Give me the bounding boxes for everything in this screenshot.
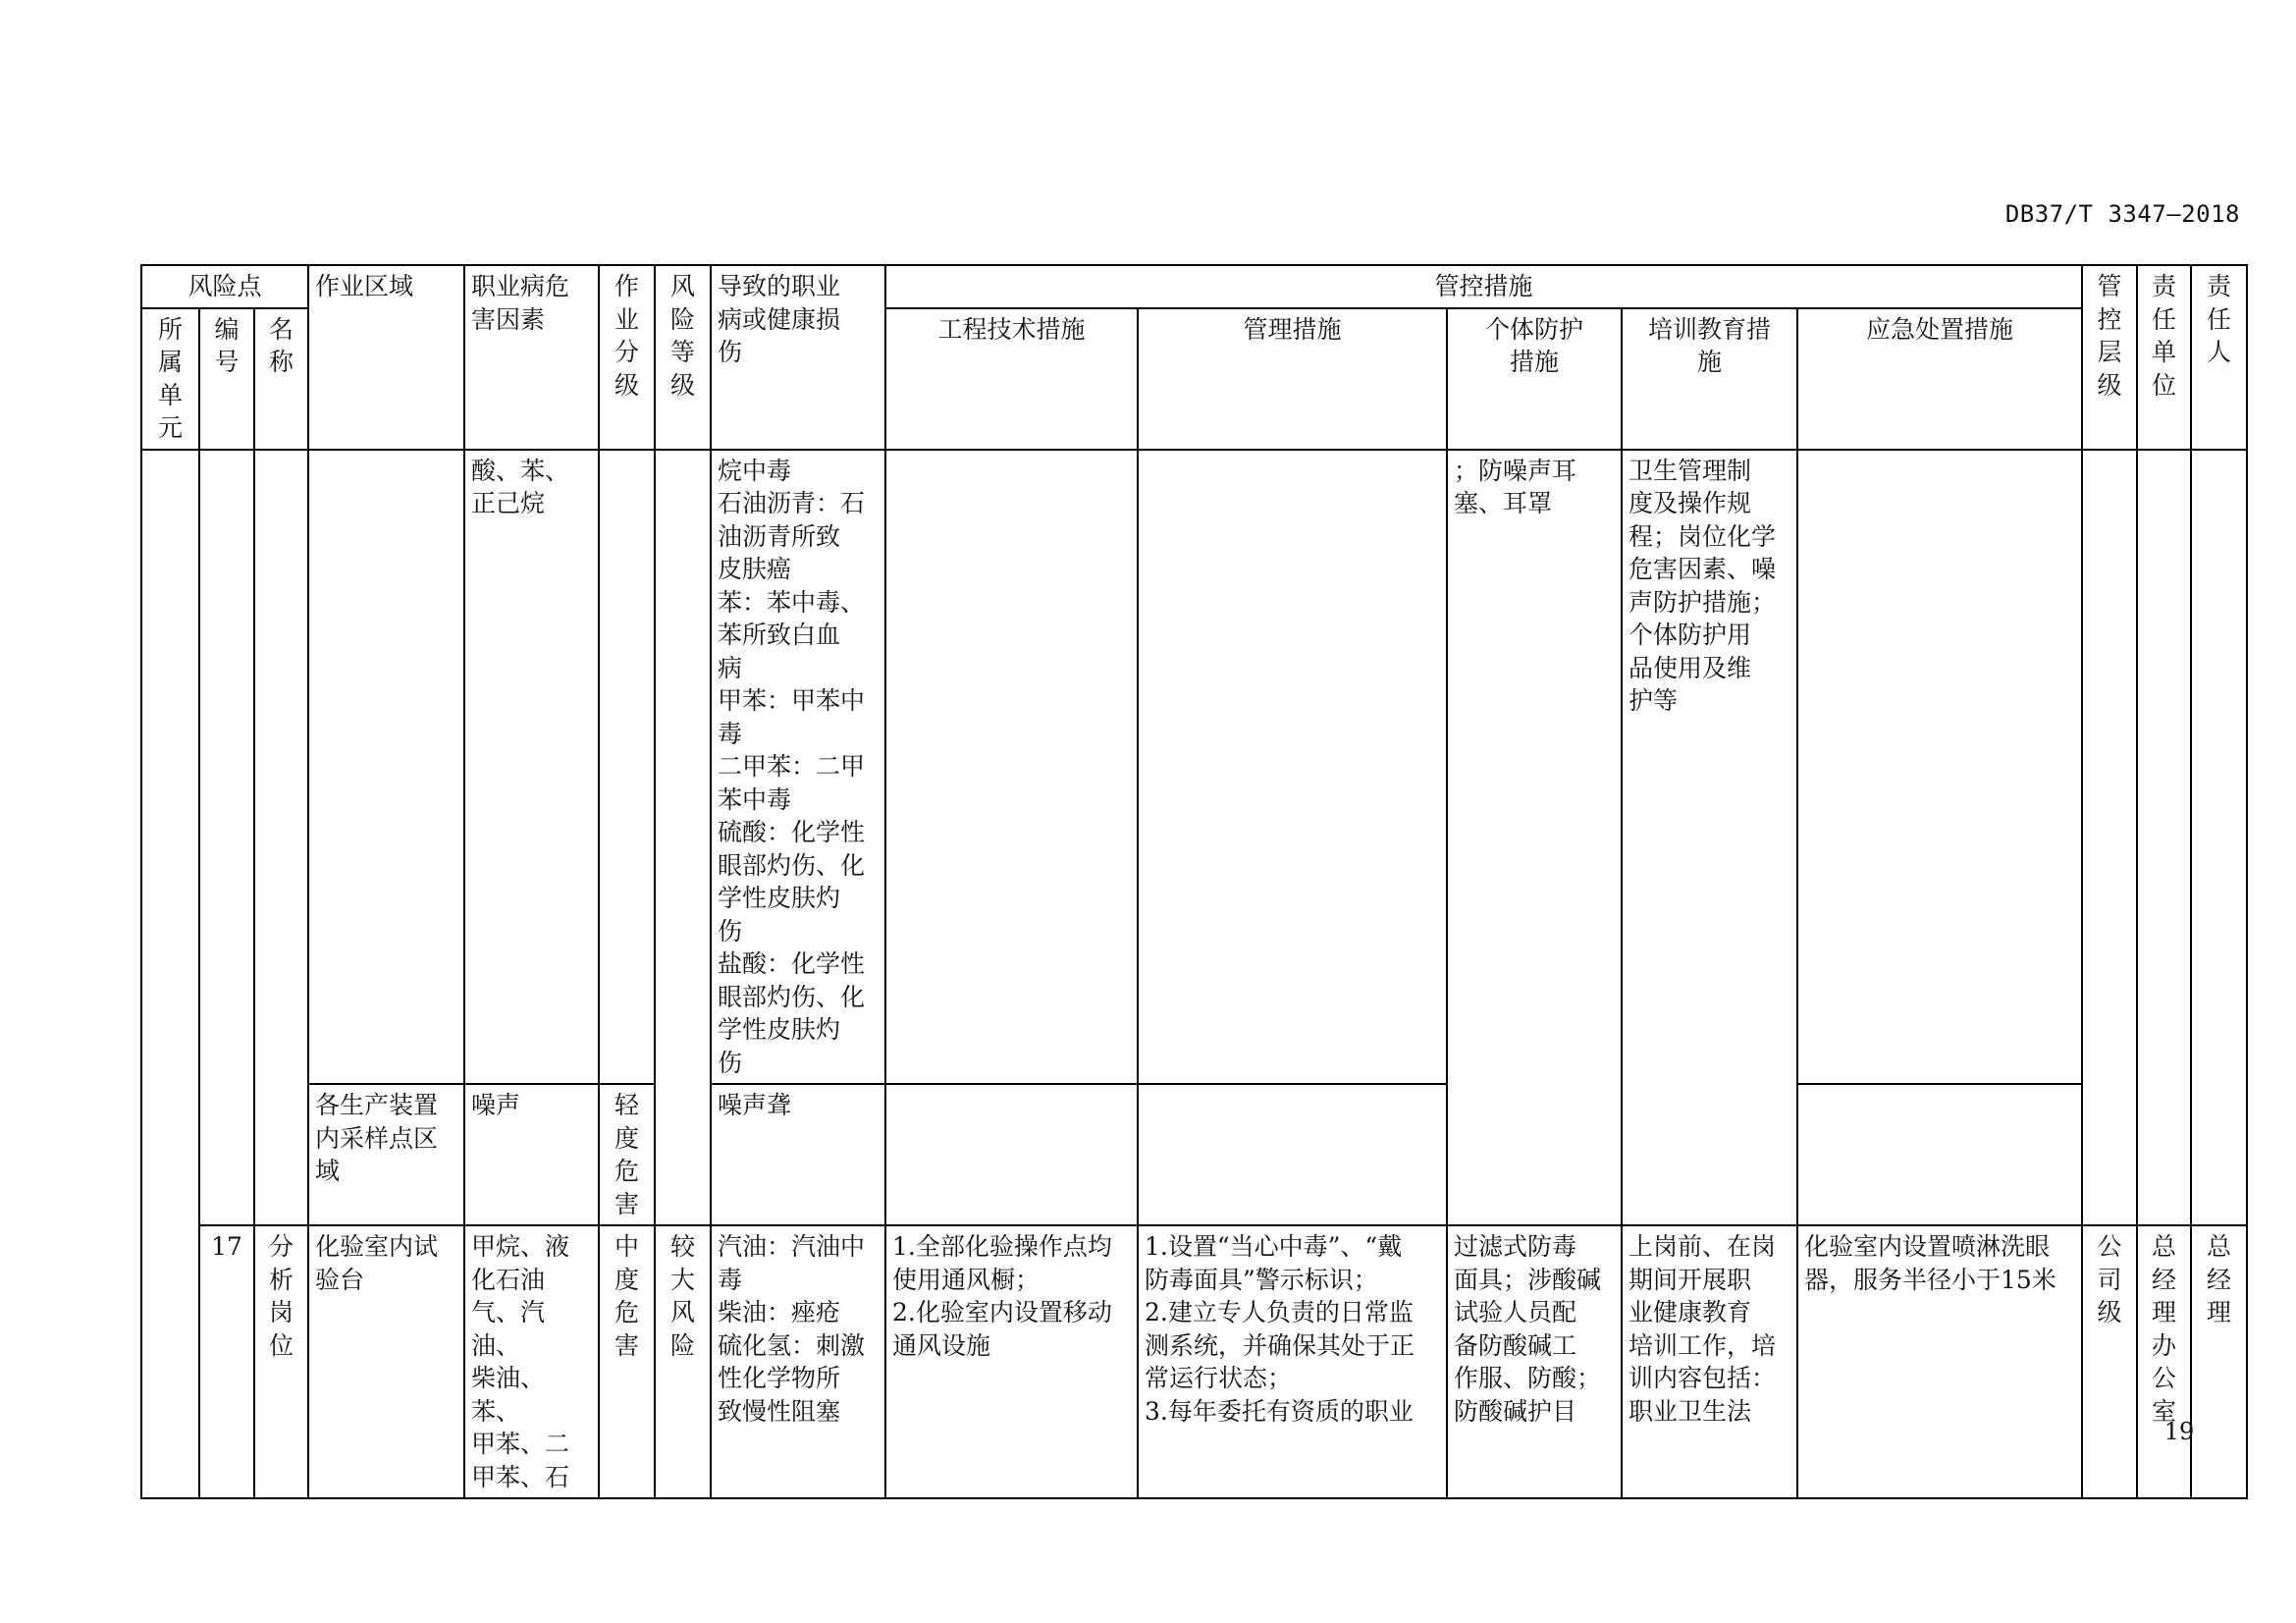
cell-management bbox=[1138, 1084, 1447, 1225]
cell-work-grade bbox=[599, 450, 655, 1085]
cell-management bbox=[1138, 450, 1447, 1085]
cell-work-grade: 轻 度 危 害 bbox=[599, 1084, 655, 1225]
cell-training: 上岗前、在岗 期间开展职 业健康教育 培训工作，培 训内容包括： 职业卫生法 bbox=[1622, 1225, 1797, 1498]
cell-work-area: 各生产装置 内采样点区 域 bbox=[308, 1084, 464, 1225]
cell-hazard-factors: 噪声 bbox=[464, 1084, 599, 1225]
cell-number: 17 bbox=[199, 1225, 254, 1498]
header-engineering: 工程技术措施 bbox=[885, 308, 1138, 450]
cell-unit bbox=[141, 450, 199, 1499]
cell-control-tier: 公 司 级 bbox=[2082, 1225, 2137, 1498]
header-work-area: 作业区域 bbox=[308, 265, 464, 450]
table-row bbox=[141, 1225, 2247, 1498]
cell-emergency bbox=[1797, 450, 2082, 1085]
header-resp-unit: 责 任 单 位 bbox=[2137, 265, 2191, 450]
header-unit: 所 属 单 元 bbox=[141, 308, 199, 450]
cell-hazard-factors: 甲烷、液 化石油 气、汽油、 柴油、苯、 甲苯、二 甲苯、石 bbox=[464, 1225, 599, 1498]
cell-name bbox=[254, 450, 308, 1226]
cell-disease: 汽油：汽油中 毒 柴油：痤疮 硫化氢：刺激 性化学物所 致慢性阻塞 bbox=[711, 1225, 885, 1498]
table-row bbox=[141, 450, 2247, 1085]
header-control-tier: 管 控 层 级 bbox=[2082, 265, 2137, 450]
header-name: 名 称 bbox=[254, 308, 308, 450]
risk-control-table bbox=[140, 264, 2248, 1499]
cell-resp-person bbox=[2191, 450, 2247, 1226]
cell-resp-person: 总 经 理 bbox=[2191, 1225, 2247, 1498]
document-code: DB37/T 3347—2018 bbox=[2004, 200, 2240, 228]
cell-number bbox=[199, 450, 254, 1226]
header-hazard-factors: 职业病危 害因素 bbox=[464, 265, 599, 450]
cell-work-area bbox=[308, 450, 464, 1085]
cell-risk-level bbox=[655, 450, 711, 1226]
header-control-measures: 管控措施 bbox=[885, 265, 2082, 308]
cell-ppe: ；防噪声耳 塞、耳罩 bbox=[1447, 450, 1622, 1226]
cell-work-area: 化验室内试 验台 bbox=[308, 1225, 464, 1498]
cell-engineering bbox=[885, 1084, 1138, 1225]
cell-ppe: 过滤式防毒 面具；涉酸碱 试验人员配 备防酸碱工 作服、防酸； 防酸碱护目 bbox=[1447, 1225, 1622, 1498]
header-resp-person: 责 任 人 bbox=[2191, 265, 2247, 450]
header-management: 管理措施 bbox=[1138, 308, 1447, 450]
header-risk-level: 风 险 等 级 bbox=[655, 265, 711, 450]
header-number: 编 号 bbox=[199, 308, 254, 450]
cell-resp-unit bbox=[2137, 450, 2191, 1226]
cell-risk-level: 较 大 风 险 bbox=[655, 1225, 711, 1498]
cell-hazard-factors: 酸、苯、 正己烷 bbox=[464, 450, 599, 1085]
cell-name: 分 析 岗 位 bbox=[254, 1225, 308, 1498]
header-emergency: 应急处置措施 bbox=[1797, 308, 2082, 450]
header-risk-point: 风险点 bbox=[141, 265, 308, 308]
cell-emergency bbox=[1797, 1084, 2082, 1225]
cell-disease: 噪声聋 bbox=[711, 1084, 885, 1225]
cell-control-tier bbox=[2082, 450, 2137, 1226]
cell-engineering bbox=[885, 450, 1138, 1085]
header-training: 培训教育措 施 bbox=[1622, 308, 1797, 450]
header-work-grade: 作 业 分 级 bbox=[599, 265, 655, 450]
header-ppe: 个体防护 措施 bbox=[1447, 308, 1622, 450]
header-disease: 导致的职业 病或健康损 伤 bbox=[711, 265, 885, 450]
cell-training: 卫生管理制 度及操作规 程；岗位化学 危害因素、噪 声防护措施； 个体防护用 品使用及维 护等 bbox=[1622, 450, 1797, 1226]
cell-work-grade: 中 度 危 害 bbox=[599, 1225, 655, 1498]
header-row-1 bbox=[141, 265, 2247, 308]
cell-emergency: 化验室内设置喷淋洗眼 器，服务半径小于15米 bbox=[1797, 1225, 2082, 1498]
cell-disease: 烷中毒 石油沥青：石 油沥青所致 皮肤癌 苯：苯中毒、 苯所致白血 病 甲苯：甲苯中 毒 二甲苯：二甲 苯中毒 硫酸：化学性 眼部灼伤、化 学性皮肤灼 伤 盐酸：化学性 眼部灼伤、化 学性皮肤灼 伤 bbox=[711, 450, 885, 1085]
cell-engineering: 1.全部化验操作点均 使用通风橱； 2.化验室内设置移动 通风设施 bbox=[885, 1225, 1138, 1498]
cell-resp-unit: 总 经 理 办 公 室 bbox=[2137, 1225, 2191, 1498]
cell-management: 1.设置“当心中毒”、“戴 防毒面具”警示标识； 2.建立专人负责的日常监 测系统，并确保其处于正 常运行状态； 3.每年委托有资质的职业 bbox=[1138, 1225, 1447, 1498]
table-row bbox=[141, 1084, 2247, 1225]
page-number: 19 bbox=[2163, 1418, 2195, 1445]
